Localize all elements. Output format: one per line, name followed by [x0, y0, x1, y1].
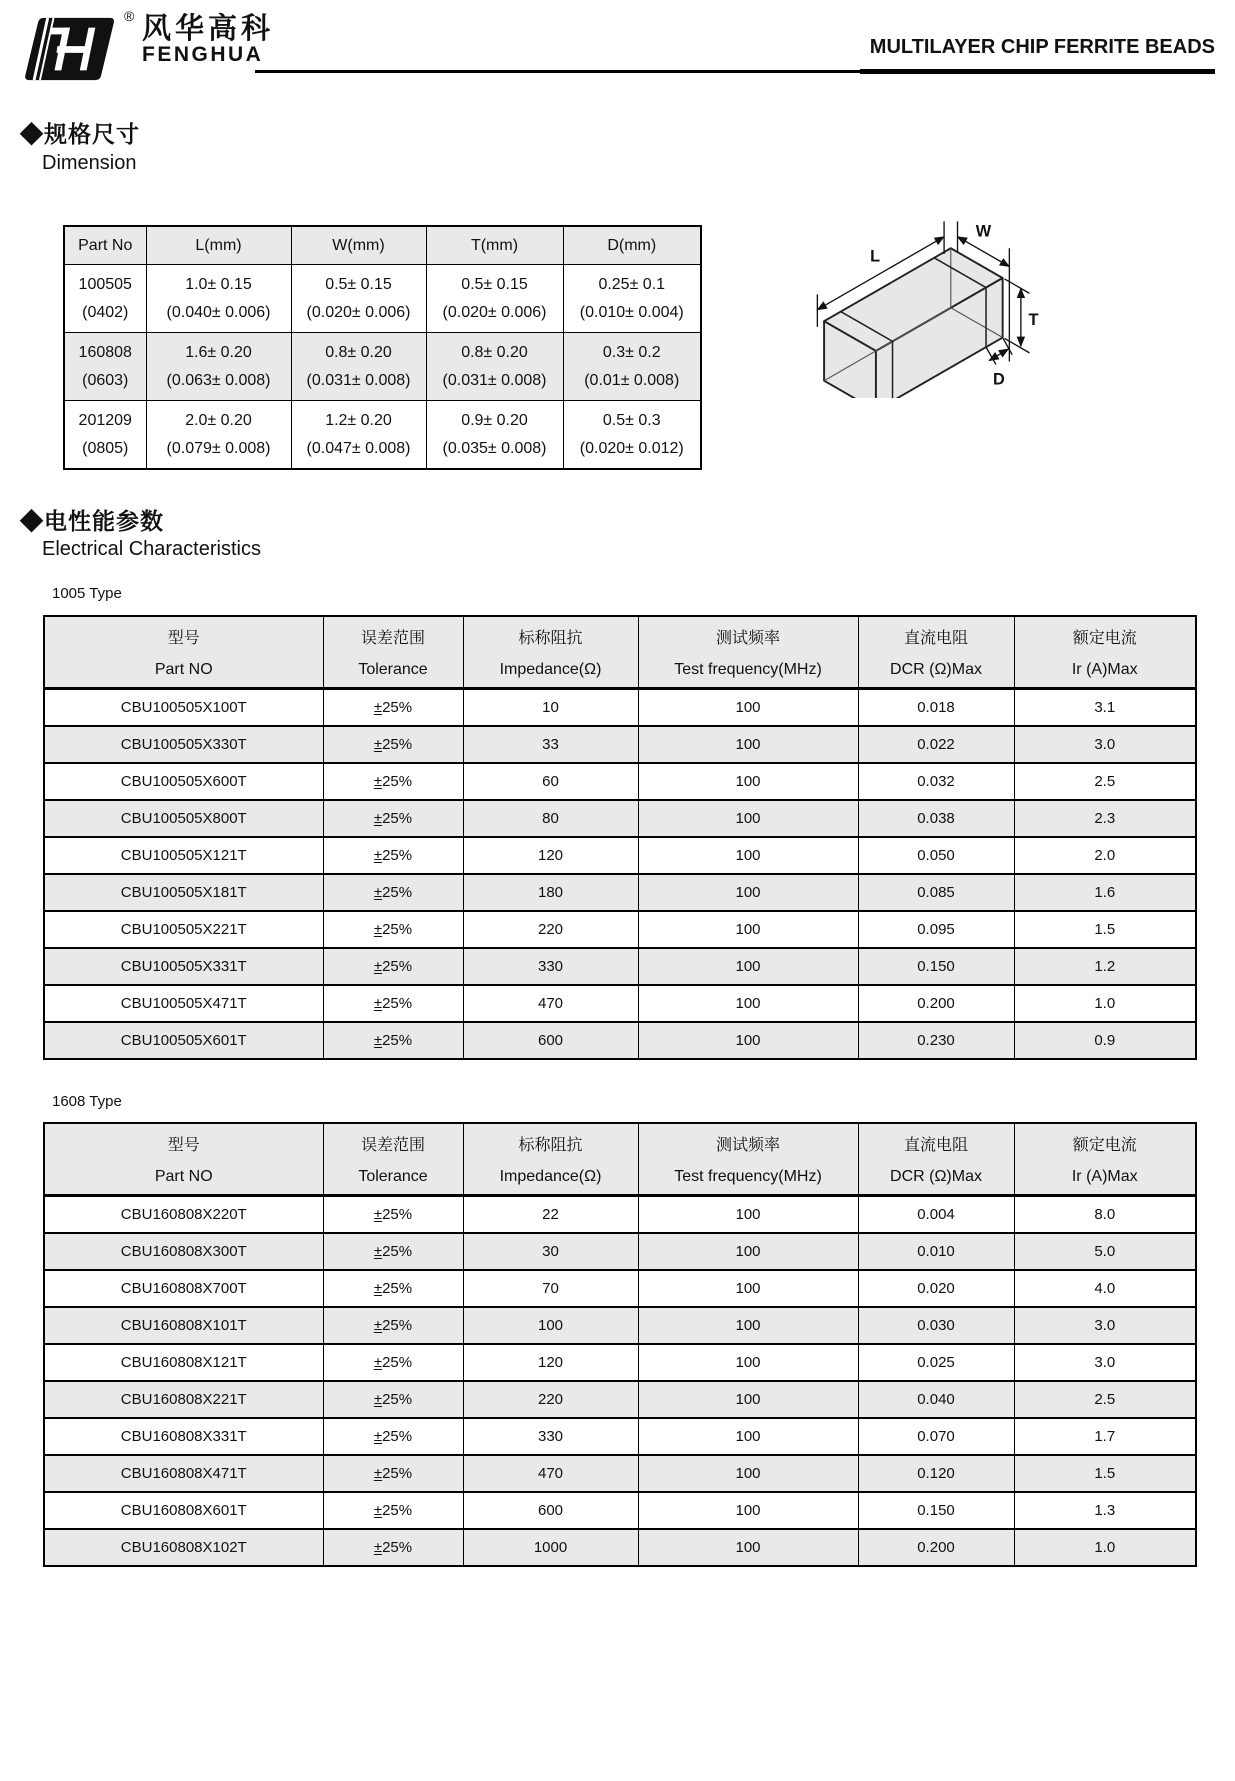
column-header-en: Tolerance [358, 1168, 428, 1185]
table-cell: 100 [638, 689, 858, 727]
table-cell: 100 [638, 763, 858, 800]
chip-body [824, 248, 1003, 398]
table-row [44, 1270, 1196, 1307]
column-header-cn: 误差范围 [360, 630, 425, 647]
tolerance-cell: ±25% [323, 1529, 463, 1566]
column-header [638, 1123, 858, 1196]
dimension-cell-line: 1.0± 0.15 [185, 275, 252, 293]
table-row [44, 689, 1196, 727]
part-no-cell: CBU160808X471T [44, 1455, 323, 1492]
electrical-table-header [44, 1123, 1196, 1196]
tolerance-cell: ±25% [323, 1381, 463, 1418]
dim-label-D: D [993, 370, 1005, 389]
table-row [44, 1196, 1196, 1234]
column-header [323, 616, 463, 689]
part-no-cell: CBU100505X800T [44, 800, 323, 837]
dimension-column-header: L(mm) [146, 226, 291, 265]
part-no-cell: CBU100505X331T [44, 948, 323, 985]
dimension-cell-line: (0.031± 0.008) [442, 371, 547, 389]
dimension-table-cell [291, 333, 426, 401]
table-row [44, 911, 1196, 948]
table-cell: 0.200 [858, 1529, 1014, 1566]
tolerance-cell: ±25% [323, 1418, 463, 1455]
part-no-cell: CBU160808X102T [44, 1529, 323, 1566]
table-cell: 0.030 [858, 1307, 1014, 1344]
table-row [44, 1344, 1196, 1381]
table-cell: 3.0 [1014, 726, 1196, 763]
tolerance-cell: ±25% [323, 800, 463, 837]
table-cell: 33 [463, 726, 638, 763]
table-cell: 0.150 [858, 948, 1014, 985]
column-header-cn: 直流电阻 [903, 630, 968, 647]
dimension-table-cell [64, 265, 146, 333]
table-cell: 330 [463, 1418, 638, 1455]
dimension-cell-lines [564, 401, 701, 468]
table-cell: 470 [463, 985, 638, 1022]
table-cell: 5.0 [1014, 1233, 1196, 1270]
column-header-en: Test frequency(MHz) [674, 661, 822, 678]
dimension-section-heading-cn: ◆规格尺寸 [20, 121, 140, 147]
column-header-cn: 标称阻抗 [518, 630, 583, 647]
electrical-section-heading-cn: ◆电性能参数 [20, 508, 164, 534]
dimension-cell-line: 2.0± 0.20 [185, 411, 252, 429]
table-cell: 100 [638, 911, 858, 948]
dimension-column-header: Part No [64, 226, 146, 265]
table-cell: 2.0 [1014, 837, 1196, 874]
dimension-table-row [64, 401, 701, 470]
table-cell: 1.6 [1014, 874, 1196, 911]
part-no-cell: CBU160808X121T [44, 1344, 323, 1381]
table-cell: 100 [638, 1418, 858, 1455]
column-header [44, 1123, 323, 1196]
part-no-cell: CBU100505X221T [44, 911, 323, 948]
table-cell: 0.040 [858, 1381, 1014, 1418]
table-cell: 80 [463, 800, 638, 837]
column-header-en: Ir (A)Max [1071, 661, 1138, 678]
dimension-cell-line: 0.5± 0.15 [461, 275, 528, 293]
table-cell: 180 [463, 874, 638, 911]
column-header-cn: 额定电流 [1072, 1137, 1137, 1154]
electrical-table-header [44, 616, 1196, 689]
brand-logo [142, 14, 274, 66]
tolerance-cell: ±25% [323, 689, 463, 727]
table-row [44, 800, 1196, 837]
table-cell: 0.230 [858, 1022, 1014, 1059]
table-cell: 1.5 [1014, 911, 1196, 948]
dimension-cell-line: 201209 [78, 411, 132, 429]
table-cell: 100 [638, 837, 858, 874]
column-header [463, 1123, 638, 1196]
dimension-cell-line: 0.25± 0.1 [598, 275, 666, 293]
table-row [44, 837, 1196, 874]
table-cell: 10 [463, 689, 638, 727]
dimension-cell-line: (0.010± 0.004) [579, 303, 684, 321]
column-header-en: Impedance(Ω) [499, 661, 602, 678]
part-no-cell: CBU160808X601T [44, 1492, 323, 1529]
header-rule-thin [255, 70, 862, 73]
dimension-table-cell [426, 265, 563, 333]
table-cell: 220 [463, 911, 638, 948]
dimension-table-cell [64, 401, 146, 470]
tolerance-cell: ±25% [323, 1233, 463, 1270]
tolerance-cell: ±25% [323, 948, 463, 985]
part-no-cell: CBU160808X220T [44, 1196, 323, 1234]
table-cell: 470 [463, 1455, 638, 1492]
dimension-column-header: W(mm) [291, 226, 426, 265]
column-header [323, 1123, 463, 1196]
tolerance-cell: ±25% [323, 1307, 463, 1344]
dimension-cell-line: 1.2± 0.20 [325, 411, 392, 429]
table-cell: 100 [638, 1529, 858, 1566]
column-header-cn: 额定电流 [1072, 630, 1137, 647]
table-cell: 100 [638, 874, 858, 911]
part-no-cell: CBU100505X600T [44, 763, 323, 800]
table-cell: 100 [638, 1307, 858, 1344]
column-header-cn: 测试频率 [715, 630, 780, 647]
column-header-en: Test frequency(MHz) [674, 1168, 822, 1185]
dimension-cell-lines [147, 265, 291, 332]
table-row [44, 985, 1196, 1022]
electrical-table-1005 [43, 615, 1197, 1060]
dimension-cell-lines [147, 333, 291, 400]
table-row [44, 1492, 1196, 1529]
dimension-table [63, 225, 702, 470]
dimension-cell-line: 0.5± 0.3 [602, 411, 661, 429]
dimension-column-header: D(mm) [563, 226, 701, 265]
dimension-cell-line: 0.3± 0.2 [602, 343, 661, 361]
table-row [44, 1455, 1196, 1492]
table-row [44, 1307, 1196, 1344]
dimension-cell-lines [292, 401, 426, 468]
table-cell: 3.0 [1014, 1344, 1196, 1381]
part-no-cell: CBU100505X330T [44, 726, 323, 763]
dimension-cell-line: (0.047± 0.008) [306, 439, 411, 457]
dimension-table-cell [563, 333, 701, 401]
dimension-table-cell [563, 401, 701, 470]
table-cell: 100 [638, 1022, 858, 1059]
dimension-cell-lines [292, 265, 426, 332]
table-cell: 0.018 [858, 689, 1014, 727]
table-cell: 0.095 [858, 911, 1014, 948]
column-header-cn: 型号 [167, 630, 200, 647]
table-cell: 1.2 [1014, 948, 1196, 985]
type-label-1608: 1608 Type [52, 1093, 122, 1110]
dimension-table-cell [64, 333, 146, 401]
tolerance-cell: ±25% [323, 1022, 463, 1059]
chip-dimension-diagram [793, 206, 1051, 398]
dimension-table-header [64, 226, 701, 265]
dimension-cell-lines [427, 401, 563, 468]
tolerance-cell: ±25% [323, 1270, 463, 1307]
table-cell: 2.5 [1014, 1381, 1196, 1418]
table-cell: 0.150 [858, 1492, 1014, 1529]
column-header [1014, 616, 1196, 689]
table-cell: 3.0 [1014, 1307, 1196, 1344]
part-no-cell: CBU100505X181T [44, 874, 323, 911]
part-no-cell: CBU160808X221T [44, 1381, 323, 1418]
dimension-cell-line: 100505 [78, 275, 132, 293]
table-cell: 100 [638, 1196, 858, 1234]
table-cell: 0.050 [858, 837, 1014, 874]
table-cell: 0.038 [858, 800, 1014, 837]
table-cell: 120 [463, 1344, 638, 1381]
table-cell: 0.010 [858, 1233, 1014, 1270]
column-header-en: Impedance(Ω) [499, 1168, 602, 1185]
column-header [858, 1123, 1014, 1196]
dimension-table-cell [563, 265, 701, 333]
electrical-table-1608 [43, 1122, 1197, 1567]
table-cell: 0.004 [858, 1196, 1014, 1234]
table-cell: 1.5 [1014, 1455, 1196, 1492]
table-cell: 2.3 [1014, 800, 1196, 837]
dimension-cell-line: (0.020± 0.006) [442, 303, 547, 321]
dimension-cell-lines [427, 265, 563, 332]
table-cell: 1.3 [1014, 1492, 1196, 1529]
dimension-cell-line: 0.5± 0.15 [325, 275, 392, 293]
table-row [44, 1418, 1196, 1455]
table-cell: 100 [638, 800, 858, 837]
column-header [44, 616, 323, 689]
dimension-cell-lines [564, 333, 701, 400]
table-row [44, 1529, 1196, 1566]
table-cell: 2.5 [1014, 763, 1196, 800]
dimension-cell-line: 0.8± 0.20 [325, 343, 392, 361]
table-cell: 220 [463, 1381, 638, 1418]
dimension-cell-line: 1.6± 0.20 [185, 343, 252, 361]
part-no-cell: CBU100505X100T [44, 689, 323, 727]
page-title: MULTILAYER CHIP FERRITE BEADS [869, 36, 1215, 58]
dimension-cell-line: (0805) [82, 439, 129, 457]
table-cell: 4.0 [1014, 1270, 1196, 1307]
table-cell: 600 [463, 1022, 638, 1059]
tolerance-cell: ±25% [323, 837, 463, 874]
table-row [44, 874, 1196, 911]
table-cell: 0.020 [858, 1270, 1014, 1307]
column-header-cn: 直流电阻 [903, 1137, 968, 1154]
part-no-cell: CBU160808X700T [44, 1270, 323, 1307]
table-cell: 330 [463, 948, 638, 985]
tolerance-cell: ±25% [323, 1344, 463, 1381]
table-cell: 0.9 [1014, 1022, 1196, 1059]
table-cell: 30 [463, 1233, 638, 1270]
dimension-section-heading-en: Dimension [42, 152, 137, 174]
dim-label-L: L [870, 247, 881, 266]
table-cell: 1000 [463, 1529, 638, 1566]
table-row [44, 948, 1196, 985]
dimension-cell-lines [65, 265, 146, 332]
table-row [44, 1022, 1196, 1059]
fenghua-logo-icon [22, 14, 122, 84]
header-rule-thick [860, 69, 1215, 74]
table-cell: 0.070 [858, 1418, 1014, 1455]
dimension-table-cell [146, 333, 291, 401]
table-cell: 100 [638, 1455, 858, 1492]
table-cell: 100 [638, 985, 858, 1022]
column-header-en: Part NO [154, 661, 213, 678]
dimension-cell-line: (0.031± 0.008) [306, 371, 411, 389]
column-header-en: DCR (Ω)Max [890, 1168, 982, 1185]
table-cell: 8.0 [1014, 1196, 1196, 1234]
column-header-cn: 误差范围 [360, 1137, 425, 1154]
table-cell: 1.7 [1014, 1418, 1196, 1455]
table-cell: 22 [463, 1196, 638, 1234]
table-row [44, 1381, 1196, 1418]
dimension-column-header: T(mm) [426, 226, 563, 265]
dimension-table-cell [146, 401, 291, 470]
column-header-en: Part NO [154, 1168, 213, 1185]
tolerance-cell: ±25% [323, 763, 463, 800]
table-cell: 100 [638, 1381, 858, 1418]
part-no-cell: CBU160808X300T [44, 1233, 323, 1270]
table-cell: 1.0 [1014, 1529, 1196, 1566]
dimension-table-cell [146, 265, 291, 333]
table-cell: 0.032 [858, 763, 1014, 800]
table-cell: 0.120 [858, 1455, 1014, 1492]
dimension-cell-line: 0.9± 0.20 [461, 411, 528, 429]
column-header-cn: 型号 [167, 1137, 200, 1154]
dimension-cell-line: (0.020± 0.012) [579, 439, 684, 457]
dimension-cell-line: (0.020± 0.006) [306, 303, 411, 321]
column-header-en: DCR (Ω)Max [890, 661, 982, 678]
dimension-cell-lines [65, 401, 146, 468]
column-header [858, 616, 1014, 689]
table-row [44, 1233, 1196, 1270]
dimension-table-cell [426, 401, 563, 470]
tolerance-cell: ±25% [323, 911, 463, 948]
table-cell: 1.0 [1014, 985, 1196, 1022]
type-label-1005: 1005 Type [52, 585, 122, 602]
dimension-cell-line: 160808 [78, 343, 132, 361]
table-cell: 0.200 [858, 985, 1014, 1022]
tolerance-cell: ±25% [323, 726, 463, 763]
dimension-cell-line: (0402) [82, 303, 129, 321]
table-cell: 3.1 [1014, 689, 1196, 727]
dimension-cell-lines [147, 401, 291, 468]
dimension-cell-lines [292, 333, 426, 400]
brand-name-cn: 风华高科 [142, 13, 275, 45]
column-header [463, 616, 638, 689]
part-no-cell: CBU160808X101T [44, 1307, 323, 1344]
dimension-table-cell [426, 333, 563, 401]
table-row [44, 763, 1196, 800]
dim-label-T: T [1028, 311, 1039, 330]
brand-name-en: FENGHUA [142, 43, 264, 67]
table-cell: 0.022 [858, 726, 1014, 763]
dimension-cell-line: (0603) [82, 371, 129, 389]
column-header [1014, 1123, 1196, 1196]
registered-trademark: ® [124, 8, 135, 24]
table-cell: 100 [638, 1344, 858, 1381]
table-cell: 100 [638, 1233, 858, 1270]
column-header-cn: 测试频率 [715, 1137, 780, 1154]
dimension-table-row [64, 333, 701, 401]
column-header [638, 616, 858, 689]
tolerance-cell: ±25% [323, 985, 463, 1022]
dimension-table-cell [291, 265, 426, 333]
column-header-en: Tolerance [358, 661, 428, 678]
part-no-cell: CBU100505X121T [44, 837, 323, 874]
table-cell: 0.025 [858, 1344, 1014, 1381]
column-header-cn: 标称阻抗 [518, 1137, 583, 1154]
table-cell: 100 [638, 1492, 858, 1529]
table-cell: 70 [463, 1270, 638, 1307]
table-cell: 600 [463, 1492, 638, 1529]
dimension-cell-line: (0.01± 0.008) [584, 371, 680, 389]
table-cell: 100 [463, 1307, 638, 1344]
dimension-cell-lines [427, 333, 563, 400]
table-cell: 100 [638, 1270, 858, 1307]
dimension-cell-line: (0.035± 0.008) [442, 439, 547, 457]
table-cell: 100 [638, 948, 858, 985]
table-cell: 120 [463, 837, 638, 874]
electrical-section-heading-en: Electrical Characteristics [42, 538, 261, 560]
part-no-cell: CBU100505X601T [44, 1022, 323, 1059]
table-row [44, 726, 1196, 763]
dimension-cell-line: 0.8± 0.20 [461, 343, 528, 361]
tolerance-cell: ±25% [323, 1492, 463, 1529]
table-cell: 60 [463, 763, 638, 800]
dimension-cell-line: (0.040± 0.006) [166, 303, 271, 321]
dimension-table-cell [291, 401, 426, 470]
part-no-cell: CBU100505X471T [44, 985, 323, 1022]
table-cell: 0.085 [858, 874, 1014, 911]
part-no-cell: CBU160808X331T [44, 1418, 323, 1455]
tolerance-cell: ±25% [323, 874, 463, 911]
tolerance-cell: ±25% [323, 1196, 463, 1234]
column-header-en: Ir (A)Max [1071, 1168, 1138, 1185]
dimension-table-row [64, 265, 701, 333]
dimension-cell-line: (0.079± 0.008) [166, 439, 271, 457]
tolerance-cell: ±25% [323, 1455, 463, 1492]
dimension-cell-lines [65, 333, 146, 400]
dimension-cell-line: (0.063± 0.008) [166, 371, 271, 389]
dim-label-W: W [975, 222, 992, 241]
table-cell: 100 [638, 726, 858, 763]
dimension-cell-lines [564, 265, 701, 332]
